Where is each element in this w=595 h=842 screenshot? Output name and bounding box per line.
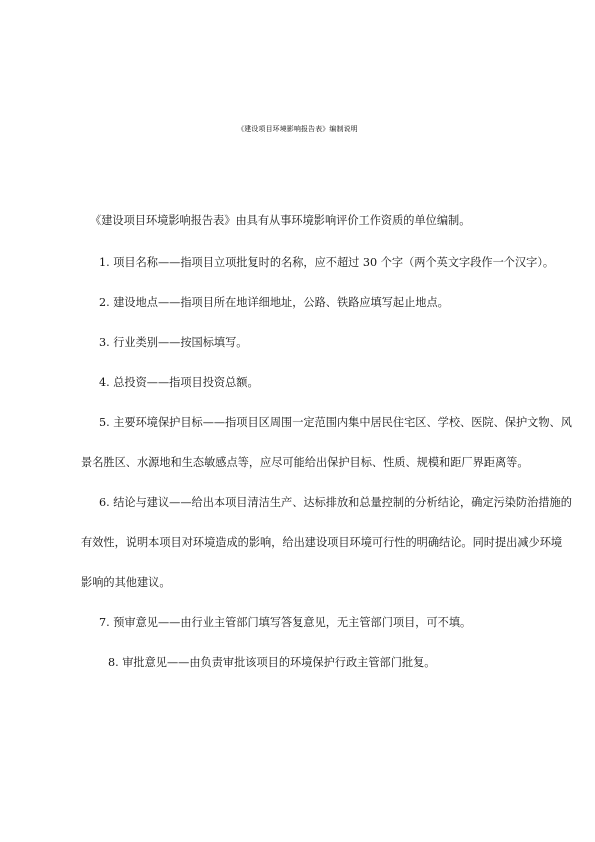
item-7-line-1: 7. 预审意见——由行业主管部门填写答复意见，无主管部门项目，可不填。: [99, 616, 472, 629]
item-5-line-2: 景名胜区、水源地和生态敏感点等，应尽可能给出保护目标、性质、规模和距厂界距离等。: [81, 456, 529, 469]
item-5-line-1: 5. 主要环境保护目标——指项目区周围一定范围内集中居民住宅区、学校、医院、保护文物、风: [99, 416, 572, 429]
item-8-line-1: 8. 审批意见——由负责审批该项目的环境保护行政主管部门批复。: [108, 656, 436, 669]
item-6-line-3: 影响的其他建议。: [81, 576, 171, 589]
item-4-line-1: 4. 总投资——指项目投资总额。: [99, 376, 259, 389]
item-6-line-2: 有效性，说明本项目对环境造成的影响，给出建设项目环境可行性的明确结论。同时提出减少环境: [81, 536, 563, 549]
document-title: 《建设项目环境影响报告表》编制说明: [237, 125, 358, 133]
item-2-line-1: 2. 建设地点——指项目所在地详细地址，公路、铁路应填写起止地点。: [99, 296, 449, 309]
item-3-line-1: 3. 行业类别——按国标填写。: [99, 336, 248, 349]
item-6-line-1: 6. 结论与建议——给出本项目清洁生产、达标排放和总量控制的分析结论，确定污染防治措施的: [99, 496, 572, 509]
intro-paragraph: 《建设项目环境影响报告表》由具有从事环境影响评价工作资质的单位编制。: [90, 214, 471, 227]
item-1-line-1: 1. 项目名称——指项目立项批复时的名称，应不超过 30 个字（两个英文字段作一个汉字）。: [99, 256, 555, 269]
